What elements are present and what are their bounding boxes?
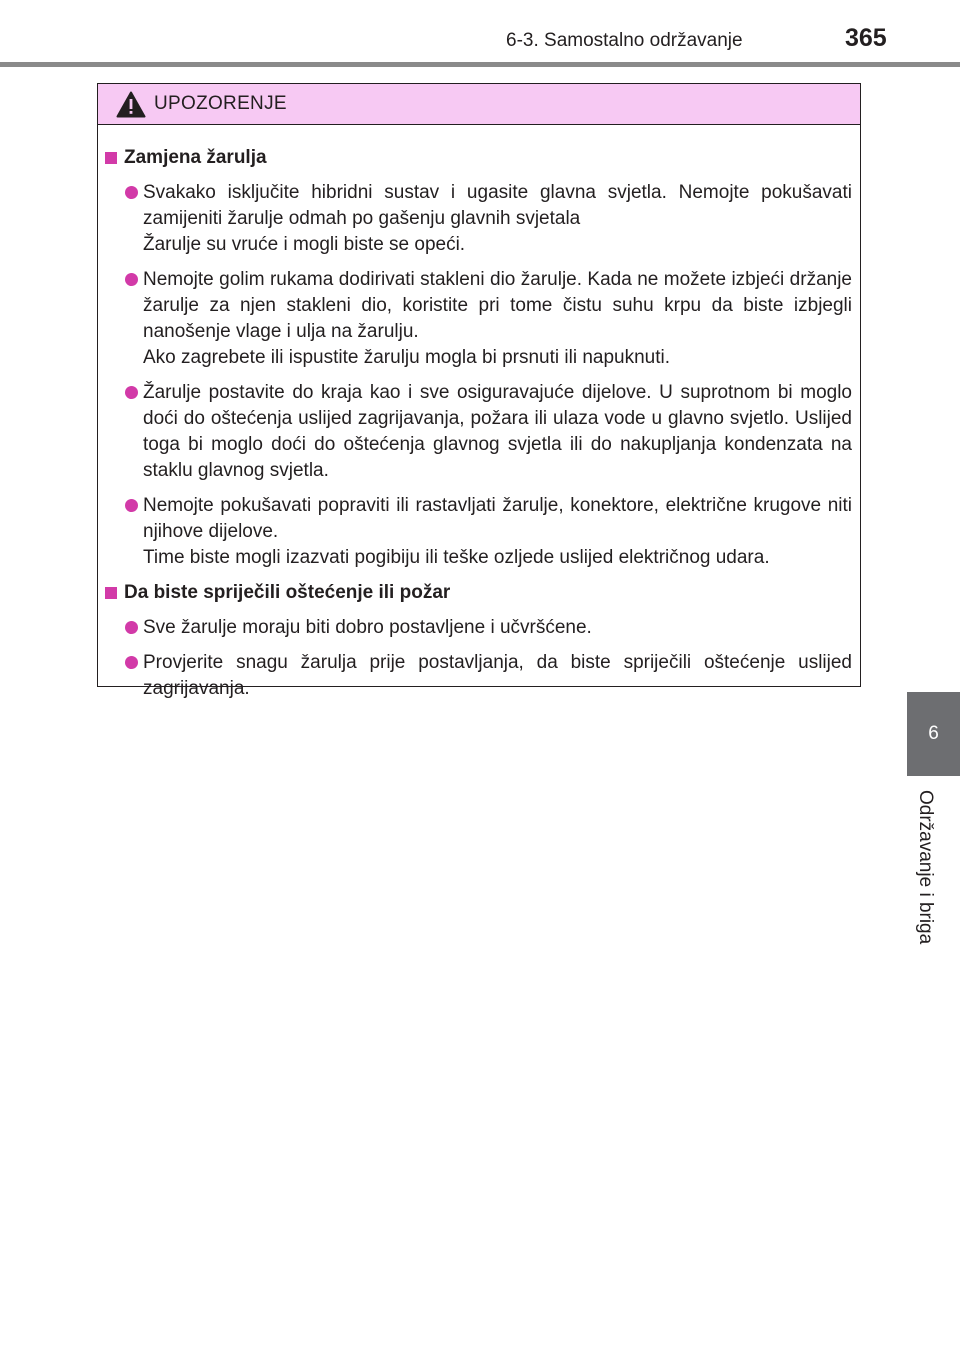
item-paragraph: Ako zagrebete ili ispustite žarulju mogla bi prsnuti ili napuknuti. (143, 347, 670, 368)
round-bullet-icon (125, 656, 138, 669)
square-bullet-icon (105, 587, 117, 599)
square-bullet-icon (105, 152, 117, 164)
list-item (125, 615, 852, 641)
chapter-title: Održavanje i briga (915, 790, 936, 945)
item-paragraph: Sve žarulje moraju biti dobro postavljene i učvršćene. (143, 617, 592, 638)
item-paragraph: Žarulje postavite do kraja kao i sve osiguravajuće dijelove. U suprotnom bi moglo doći do oštećenja uslijed zagrijavanja, požara ili ulaza vode u glavno svjetlo. Uslijed toga bi moglo doći do oštećenja glavnog svjetla ili do nakupljanja kondenzata na staklu glavnog svjetla. (143, 382, 852, 481)
header-divider (0, 62, 960, 67)
item-paragraph: Nemojte golim rukama dodirivati stakleni dio žarulje. Kada ne možete izbjeći držanje žarulje za njen stakleni dio, koristite pri tome čistu suhu krpu da biste izbjegli nanošenje vlage i ulja na žarulju. (143, 269, 852, 342)
round-bullet-icon (125, 621, 138, 634)
chapter-tab (907, 692, 960, 776)
list-item (125, 493, 852, 571)
item-paragraph: Žarulje su vruće i mogli biste se opeći. (143, 234, 466, 255)
warning-title: UPOZORENJE (154, 93, 287, 114)
section-heading (105, 580, 852, 606)
warning-triangle-icon (116, 91, 146, 118)
warning-body (98, 125, 860, 702)
round-bullet-icon (125, 499, 138, 512)
section-heading (105, 145, 852, 171)
page-number: 365 (845, 24, 887, 52)
item-paragraph: Time biste mogli izazvati pogibiju ili teške ozljede uslijed električnog udara. (143, 547, 770, 568)
round-bullet-icon (125, 386, 138, 399)
item-paragraph: Nemojte pokušavati popraviti ili rastavljati žarulje, konektore, električne krugove niti njihove dijelove. (143, 495, 852, 542)
round-bullet-icon (125, 186, 138, 199)
list-item (125, 380, 852, 484)
section-heading-text: Da biste spriječili oštećenje ili požar (124, 582, 451, 603)
warning-box (97, 83, 861, 699)
warning-header (98, 84, 860, 125)
list-item (125, 650, 852, 702)
section-heading-text: Zamjena žarulja (124, 147, 267, 168)
list-item (125, 267, 852, 371)
chapter-number: 6 (928, 723, 939, 744)
item-paragraph: Svakako isključite hibridni sustav i ugasite glavna svjetla. Nemojte pokušavati zamijeniti žarulje odmah po gašenju glavnih svjetala (143, 182, 852, 229)
section-title: 6-3. Samostalno održavanje (506, 30, 743, 51)
round-bullet-icon (125, 273, 138, 286)
list-item (125, 180, 852, 258)
item-paragraph: Provjerite snagu žarulja prije postavljanja, da biste spriječili oštećenje uslijed zagrijavanja. (143, 652, 852, 699)
